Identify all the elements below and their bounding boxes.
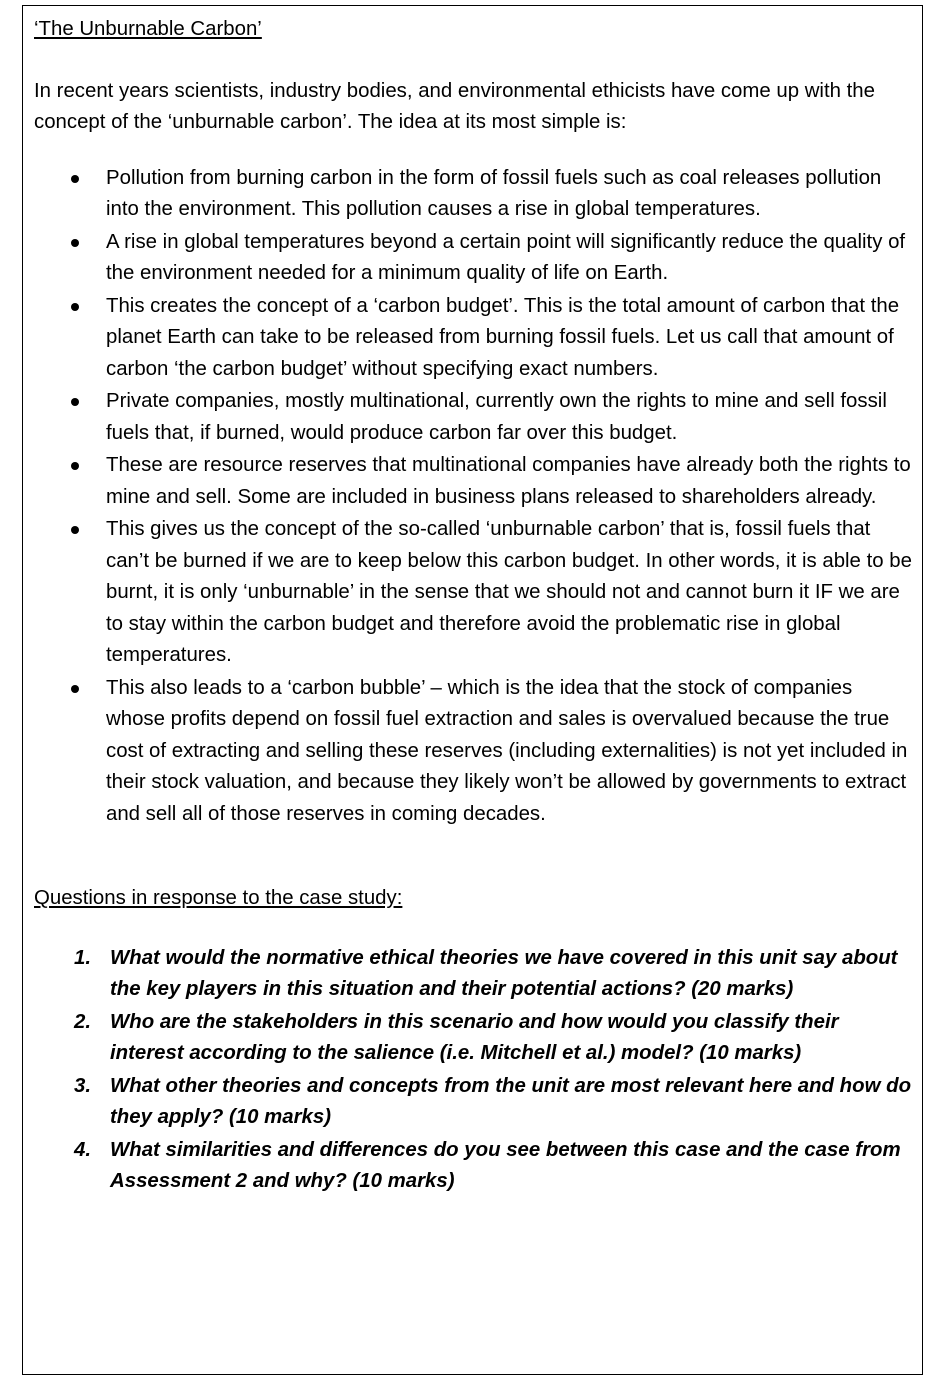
list-item (34, 386, 914, 449)
question-number: 1. (74, 946, 92, 969)
question-item (34, 1071, 914, 1134)
bullet-icon (71, 398, 79, 406)
question-item (34, 943, 914, 1006)
list-item-text: This creates the concept of a ‘carbon budget’. This is the total amount of carbon that the planet Earth can take to be released from burning fossil fuels. Let us call that amount of carbon ‘the carbon budget’ without specifying exact numbers. (106, 294, 900, 380)
list-item (34, 450, 914, 513)
bullet-icon (71, 175, 79, 183)
document-title: ‘The Unburnable Carbon’ (34, 18, 262, 40)
question-number: 4. (74, 1138, 92, 1161)
question-number: 2. (74, 1010, 92, 1033)
list-item (34, 514, 914, 672)
question-text: Who are the stakeholders in this scenario and how would you classify their interest according to the salience (i.e. Mitchell et al.) model? (10 marks) (110, 1010, 839, 1064)
bullet-icon (71, 239, 79, 247)
list-item-text: Private companies, mostly multinational, currently own the rights to mine and sell fossil fuels that, if burned, would produce carbon far over this budget. (106, 390, 887, 444)
list-item (34, 673, 914, 831)
bullet-icon (71, 685, 79, 693)
question-text: What similarities and differences do you see between this case and the case from Assessment 2 and why? (10 marks) (110, 1138, 901, 1192)
question-number: 3. (74, 1074, 92, 1097)
bullet-icon (71, 526, 79, 534)
document-body (34, 14, 914, 1199)
list-item-text: Pollution from burning carbon in the form of fossil fuels such as coal releases pollution into the environment. This pollution causes a rise in global temperatures. (106, 166, 882, 220)
list-item (34, 227, 914, 290)
questions-list (34, 943, 914, 1198)
list-item-text: A rise in global temperatures beyond a certain point will significantly reduce the quality of the environment needed for a minimum quality of life on Earth. (106, 230, 906, 284)
list-item (34, 163, 914, 226)
list-item-text: These are resource reserves that multinational companies have already both the rights to mine and sell. Some are included in business plans released to shareholders already. (106, 454, 911, 508)
bullet-list (34, 163, 914, 831)
question-item (34, 1007, 914, 1070)
question-text: What other theories and concepts from the unit are most relevant here and how do they apply? (10 marks) (110, 1074, 912, 1128)
questions-heading: Questions in response to the case study: (34, 887, 403, 909)
list-item-text: This gives us the concept of the so-called ‘unburnable carbon’ that is, fossil fuels that can’t be burned if we are to keep below this carbon budget. In other words, it is able to be burnt, it is only ‘unburnable’ in the sense that we should not and cannot burn it IF we are to stay within the carbon budget and therefore avoid the problematic rise in global temperatures. (106, 518, 912, 666)
question-item (34, 1135, 914, 1198)
list-item (34, 291, 914, 386)
list-item-text: This also leads to a ‘carbon bubble’ – which is the idea that the stock of companies whose profits depend on fossil fuel extraction and sales is overvalued because the true cost of extracting and selling these reserves (including externalities) is not yet included in their stock valuation, and because they likely won’t be allowed by governments to extract and sell all of those reserves in coming decades. (106, 676, 908, 825)
intro-paragraph: In recent years scientists, industry bodies, and environmental ethicists have come up with the concept of the ‘unburnable carbon’. The idea at its most simple is: (34, 79, 875, 133)
bullet-icon (71, 462, 79, 470)
bullet-icon (71, 303, 79, 311)
question-text: What would the normative ethical theories we have covered in this unit say about the key players in this situation and their potential actions? (20 marks) (110, 946, 898, 1000)
